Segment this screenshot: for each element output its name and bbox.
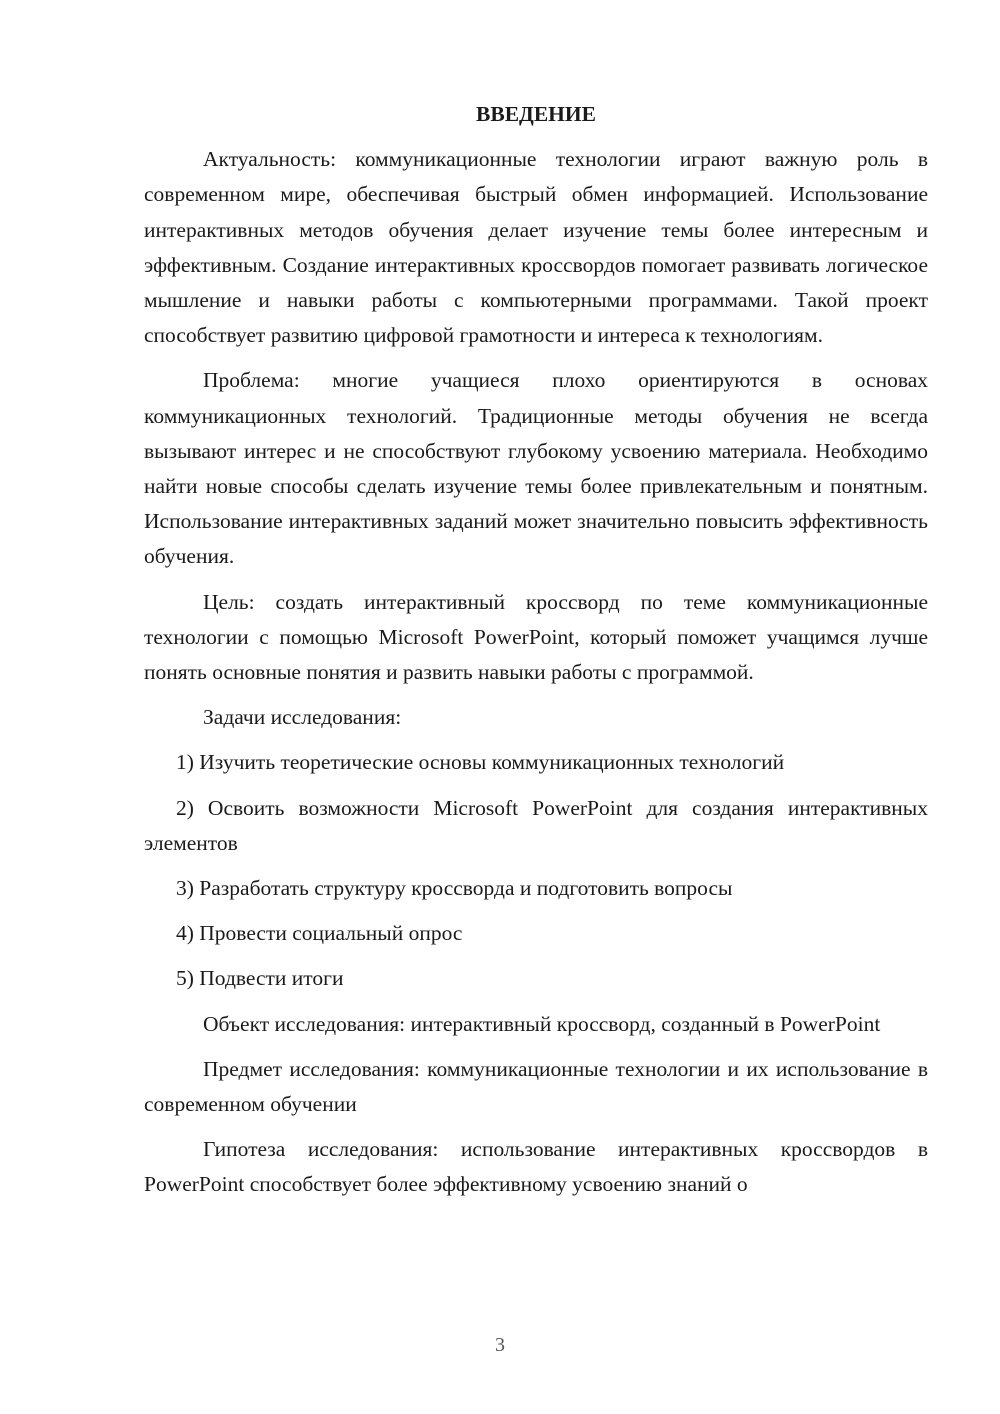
task-item-1: 1) Изучить теоретические основы коммуникационных технологий xyxy=(176,750,785,775)
paragraph-subject: Предмет исследования: коммуникационные технологии и их использование в современном обучении xyxy=(144,1056,928,1117)
paragraph-problem: Проблема: многие учащиеся плохо ориентируются в основах коммуникационных технологий. Традиционные методы обучения не всегда вызывают интерес и не способствуют глубокому усвоению материала. Необходимо найти новые способы сделать изучение темы более привлекательным и понятным. Использование интерактивных заданий может значительно повысить эффективность обучения. xyxy=(144,368,928,569)
task-item-4: 4) Провести социальный опрос xyxy=(176,921,463,946)
paragraph-goal: Цель: создать интерактивный кроссворд по теме коммуникационные технологии с помощью Microsoft PowerPoint, который поможет учащимся лучше понять основные понятия и развить навыки работы с программой. xyxy=(144,589,928,685)
paragraph-tasks-title: Задачи исследования: xyxy=(203,705,402,730)
section-heading: ВВЕДЕНИЕ xyxy=(476,102,596,126)
task-item-3: 3) Разработать структуру кроссворда и подготовить вопросы xyxy=(176,876,733,901)
page-content xyxy=(144,97,928,1213)
paragraph-hypothesis: Гипотеза исследования: использование интерактивных кроссвордов в PowerPoint способствует более эффективному усвоению знаний о xyxy=(144,1137,928,1197)
task-item-2: 2) Освоить возможности Microsoft PowerPoint для создания интерактивных элементов xyxy=(144,795,928,855)
paragraph-object: Объект исследования: интерактивный кроссворд, созданный в PowerPoint xyxy=(203,1011,881,1036)
page-number: 3 xyxy=(495,1334,505,1356)
paragraph-relevance: Актуальность: коммуникационные технологии играют важную роль в современном мире, обеспечивая быстрый обмен информацией. Использование интерактивных методов обучения делает изучение темы более интересным и эффективным. Создание интерактивных кроссвордов помогает развивать логическое мышление и навыки работы с компьютерными программами. Такой проект способствует развитию цифровой грамотности и интереса к технологиям. xyxy=(144,147,928,348)
task-item-5: 5) Подвести итоги xyxy=(176,966,344,991)
